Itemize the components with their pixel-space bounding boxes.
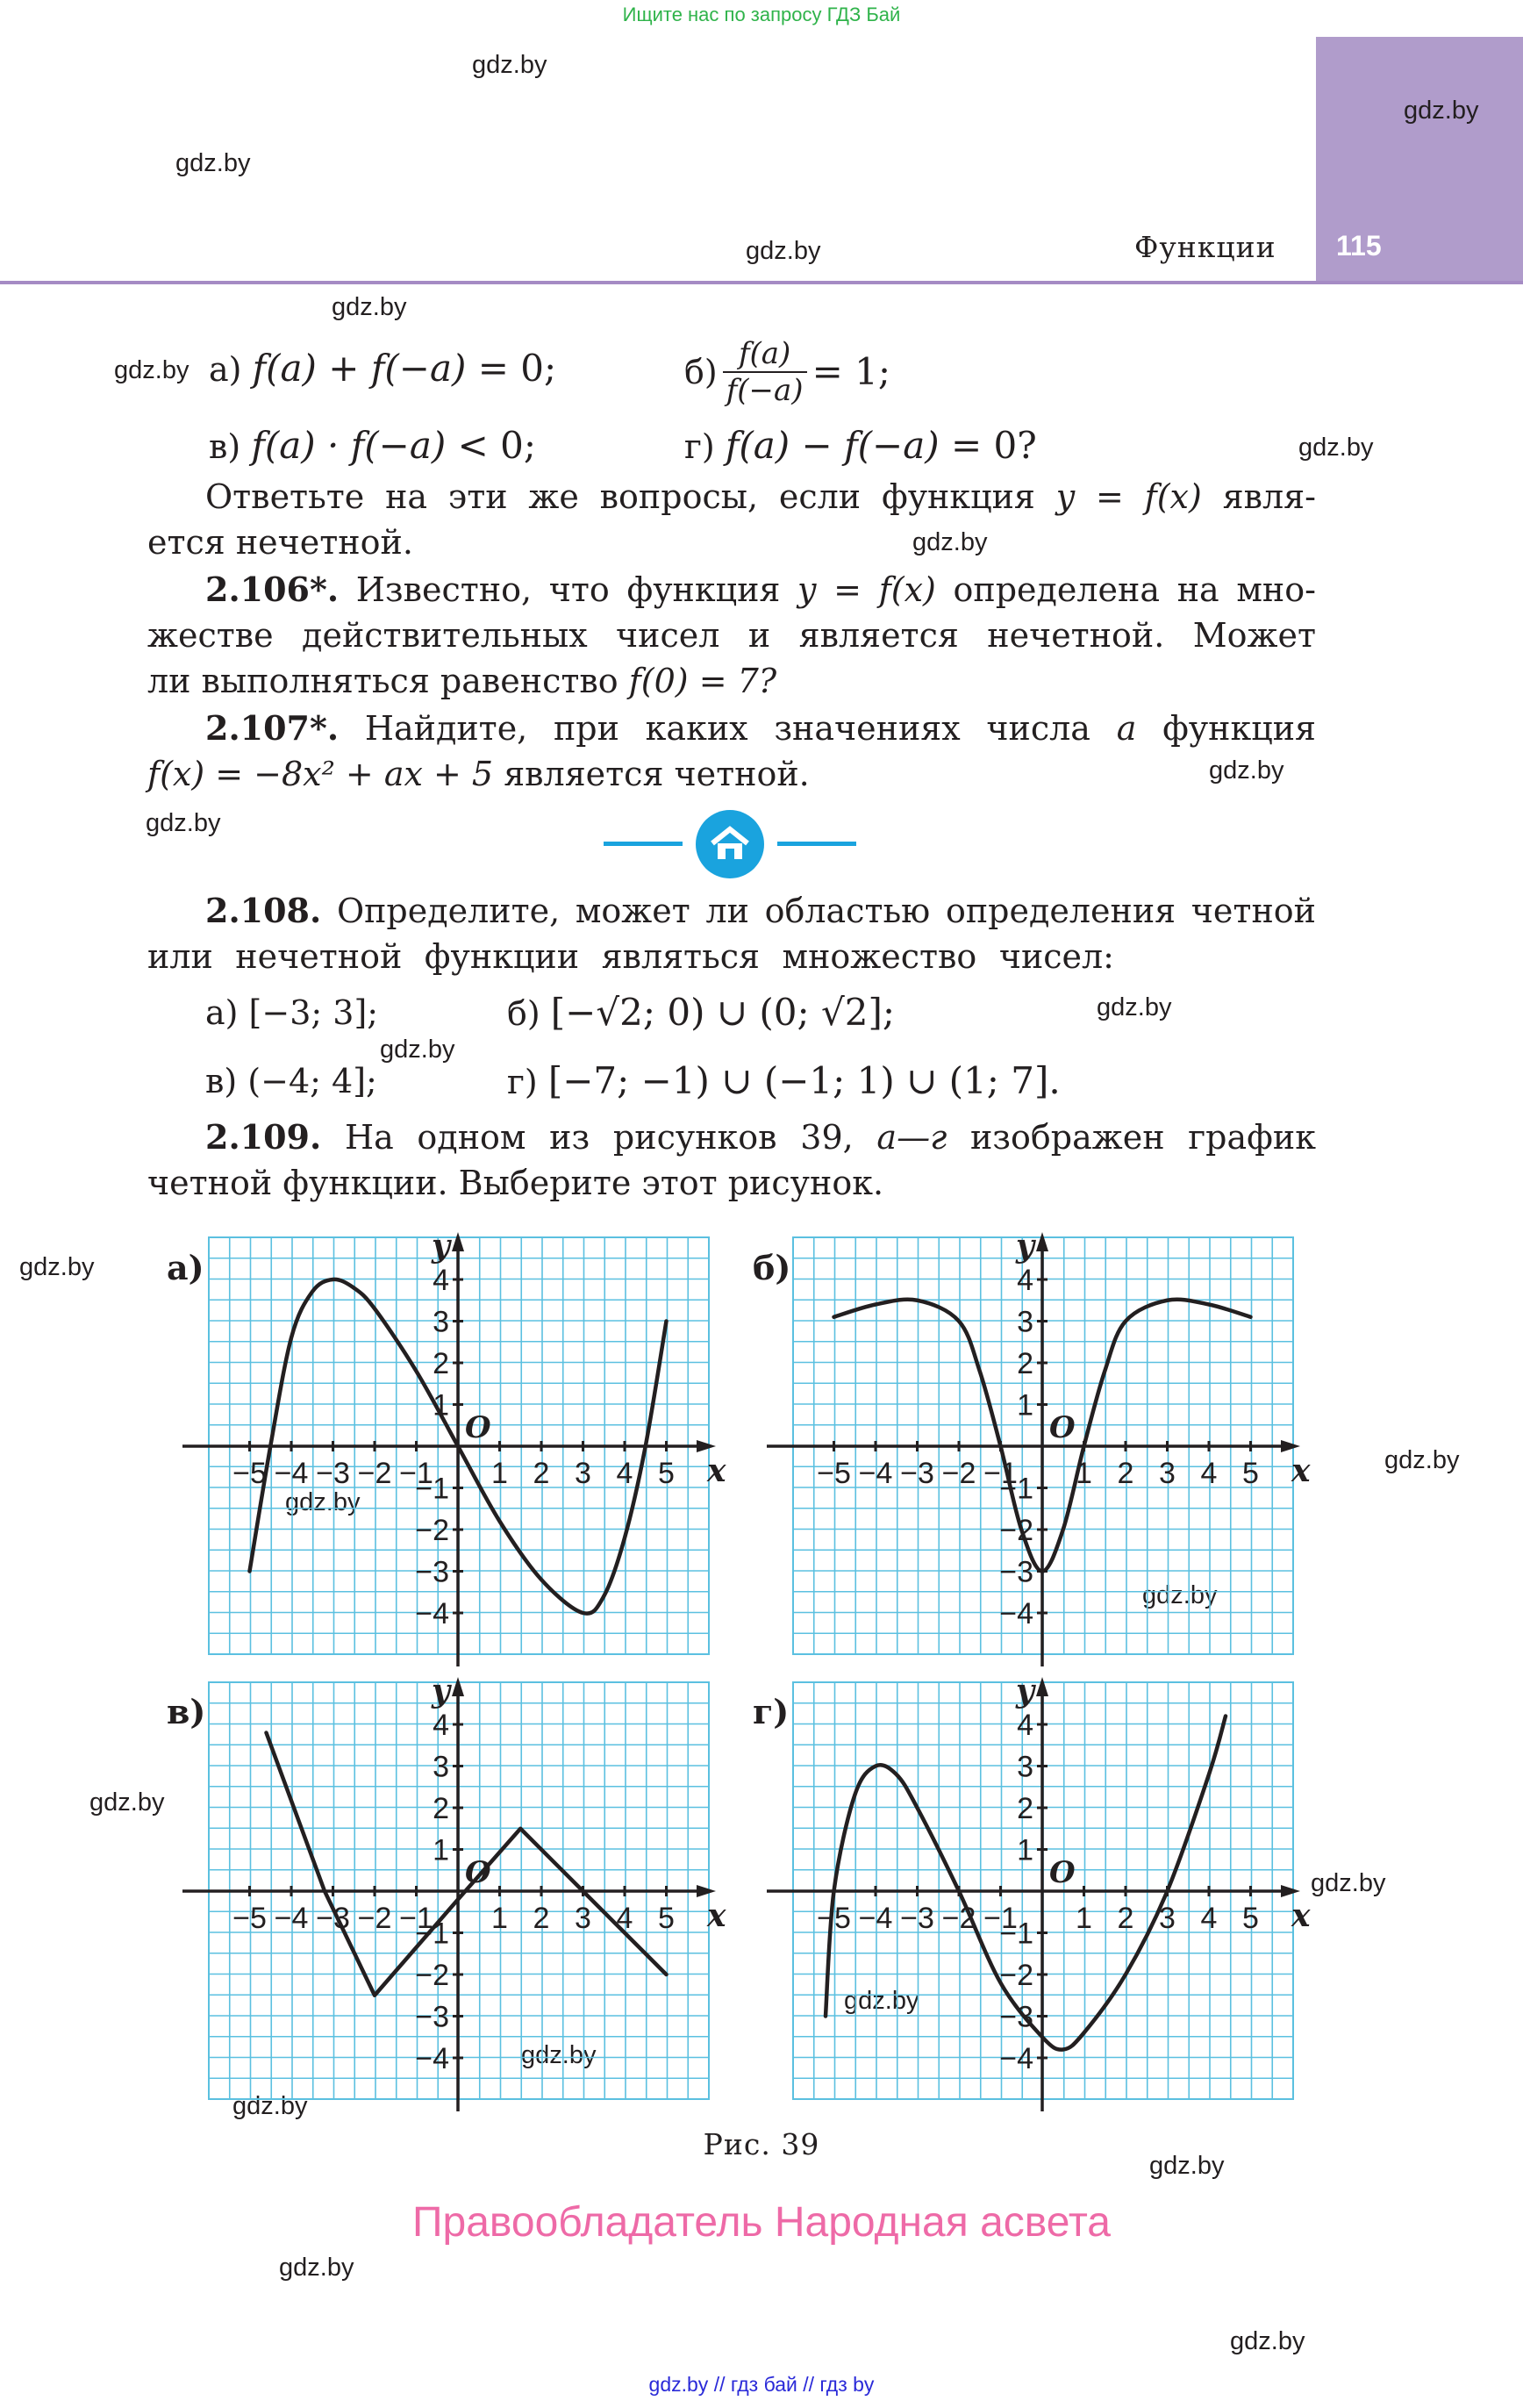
item-b: б) $\frac{f(a)}{f(-a)}$ = 1; (684, 336, 890, 408)
item-g: г) f(a) − f(−a) = 0? (684, 424, 1037, 467)
watermark: gdz.by (114, 356, 189, 384)
figure-caption: Рис. 39 (703, 2127, 820, 2161)
watermark: gdz.by (1404, 97, 1479, 125)
origin-label: O (1049, 1410, 1076, 1445)
x-tick-label: 4 (616, 1902, 633, 1935)
x-tick-label: −1 (983, 1902, 1018, 1935)
paragraph: жестве действительных чисел и является нечетной. Может (147, 616, 1316, 655)
paragraph: ется нечетной. (147, 523, 413, 562)
y-tick-label: −4 (999, 2042, 1033, 2075)
option-a: а) [−3; 3]; (205, 993, 379, 1032)
x-tick-label: −1 (399, 1902, 433, 1935)
y-tick-label: −2 (999, 1514, 1033, 1547)
watermark: gdz.by (1097, 993, 1172, 1021)
y-tick-label: 4 (1017, 1709, 1033, 1742)
x-axis-label: x (707, 1452, 726, 1489)
watermark: gdz.by (1230, 2327, 1305, 2355)
y-tick-label: −4 (999, 1597, 1033, 1630)
y-axis-arrow (1036, 1677, 1048, 1696)
watermark: gdz.by (472, 51, 547, 79)
option-b: б) [−√2; 0) ∪ (0; √2]; (507, 991, 895, 1034)
x-tick-label: −5 (232, 1457, 267, 1490)
y-axis-arrow (452, 1677, 464, 1696)
paragraph: или нечетной функции являться множество чисел: (147, 937, 1114, 976)
top-banner[interactable]: Ищите нас по запросу ГДЗ Бай (622, 4, 901, 25)
header-rule (0, 281, 1523, 284)
y-tick-label: −3 (415, 1555, 449, 1589)
y-tick-label: −3 (999, 1555, 1033, 1589)
x-axis-label: x (1291, 1452, 1311, 1489)
panel-label: г) (753, 1692, 790, 1731)
paragraph: ли выполняться равенство f(0) = 7? (147, 662, 777, 700)
y-tick-label: 4 (433, 1709, 449, 1742)
watermark: gdz.by (19, 1253, 95, 1281)
y-tick-label: −2 (415, 1959, 449, 1992)
publisher-note: Правообладатель Народная асвета (412, 2199, 1111, 2246)
divider-left (604, 842, 683, 846)
divider-right (777, 842, 856, 846)
watermark: gdz.by (1384, 1446, 1460, 1474)
watermark: gdz.by (1149, 2152, 1225, 2180)
option-v: в) (−4; 4]; (205, 1062, 377, 1100)
y-tick-label: 3 (1017, 1750, 1033, 1784)
x-tick-label: 4 (1200, 1457, 1218, 1490)
y-axis-label: y (432, 1228, 450, 1265)
paragraph: Ответьте на эти же вопросы, если функция y = f(x) явля- (205, 477, 1316, 516)
section-title: Функции (1134, 230, 1276, 264)
page-number: 115 (1336, 230, 1382, 262)
x-tick-label: −3 (900, 1902, 934, 1935)
watermark: gdz.by (1311, 1869, 1386, 1897)
x-tick-label: 5 (1242, 1902, 1259, 1935)
y-tick-label: 3 (433, 1750, 449, 1784)
x-tick-label: 5 (1242, 1457, 1259, 1490)
x-tick-label: −4 (274, 1902, 309, 1935)
y-tick-label: −1 (415, 1472, 449, 1506)
panel-label: б) (753, 1248, 791, 1287)
y-tick-label: 1 (433, 1388, 449, 1423)
panel-label: в) (167, 1692, 206, 1731)
x-tick-label: −1 (399, 1457, 433, 1490)
x-tick-label: −2 (357, 1902, 392, 1935)
figure-39 (0, 1211, 1523, 2124)
y-tick-label: −1 (999, 1472, 1033, 1506)
x-tick-label: 3 (1159, 1902, 1176, 1935)
x-axis-arrow (1281, 1440, 1300, 1452)
x-tick-label: 4 (1200, 1902, 1218, 1935)
watermark: gdz.by (380, 1036, 455, 1064)
origin-label: O (465, 1410, 491, 1445)
y-tick-label: 1 (433, 1833, 449, 1867)
option-g: г) [−7; −1) ∪ (−1; 1) ∪ (1; 7]. (507, 1059, 1061, 1102)
y-axis-arrow (1036, 1232, 1048, 1251)
watermark: gdz.by (279, 2254, 354, 2282)
y-tick-label: 2 (1017, 1347, 1033, 1380)
x-tick-label: 5 (658, 1902, 675, 1935)
house-icon (696, 810, 764, 878)
exercise-2-106: 2.106*. Известно, что функция y = f(x) определена на мно- (205, 570, 1316, 609)
x-tick-label: 5 (658, 1457, 675, 1490)
y-tick-label: 4 (1017, 1264, 1033, 1297)
x-tick-label: 4 (616, 1457, 633, 1490)
x-tick-label: −4 (274, 1457, 309, 1490)
x-tick-label: 2 (1117, 1902, 1134, 1935)
y-tick-label: −3 (415, 2000, 449, 2034)
y-tick-label: 1 (1017, 1388, 1033, 1423)
x-tick-label: 3 (1159, 1457, 1176, 1490)
watermark: gdz.by (1142, 1581, 1218, 1609)
fraction: $\frac{f(a)}{f(-a)}$ (723, 336, 807, 408)
y-tick-label: −2 (415, 1514, 449, 1547)
origin-label: O (465, 1855, 491, 1890)
item-a: а) f(a) + f(−a) = 0; (209, 347, 557, 390)
exercise-2-108: 2.108. Определите, может ли областью определения четной (205, 891, 1316, 930)
paragraph: четной функции. Выберите этот рисунок. (147, 1164, 884, 1202)
watermark: gdz.by (746, 237, 821, 265)
y-axis-arrow (452, 1232, 464, 1251)
watermark: gdz.by (232, 2092, 308, 2120)
y-tick-label: −4 (415, 1597, 449, 1630)
y-tick-label: −1 (415, 1917, 449, 1951)
x-tick-label: 2 (533, 1457, 550, 1490)
y-tick-label: 2 (433, 1792, 449, 1825)
y-tick-label: −4 (415, 2042, 449, 2075)
x-tick-label: 3 (575, 1902, 591, 1935)
y-tick-label: 3 (1017, 1305, 1033, 1339)
watermark: gdz.by (912, 528, 988, 556)
x-tick-label: 3 (575, 1457, 591, 1490)
x-tick-label: −1 (983, 1457, 1018, 1490)
x-tick-label: 2 (533, 1902, 550, 1935)
x-tick-label: −5 (232, 1902, 267, 1935)
y-axis-label: y (1016, 1228, 1034, 1265)
x-tick-label: −5 (817, 1902, 851, 1935)
watermark: gdz.by (1298, 434, 1374, 462)
x-axis-label: x (707, 1897, 726, 1934)
x-tick-label: 1 (1076, 1457, 1092, 1490)
y-tick-label: 2 (1017, 1792, 1033, 1825)
y-tick-label: −1 (999, 1917, 1033, 1951)
y-axis-label: y (432, 1673, 450, 1709)
watermark: gdz.by (332, 293, 407, 321)
x-axis-label: x (1291, 1897, 1311, 1934)
exercise-2-109: 2.109. На одном из рисунков 39, а—г изображен график (205, 1117, 1316, 1157)
x-axis-arrow (697, 1885, 716, 1897)
x-tick-label: −4 (858, 1902, 893, 1935)
y-tick-label: −3 (999, 2000, 1033, 2034)
x-tick-label: −3 (900, 1457, 934, 1490)
y-tick-label: 2 (433, 1347, 449, 1380)
x-tick-label: −2 (941, 1457, 976, 1490)
footer-links[interactable]: gdz.by // гдз бай // гдз by (648, 2373, 875, 2396)
x-tick-label: −3 (316, 1902, 350, 1935)
watermark: gdz.by (844, 1987, 919, 2015)
watermark: gdz.by (1209, 756, 1284, 785)
watermark: gdz.by (521, 2041, 597, 2069)
watermark: gdz.by (175, 149, 251, 177)
x-tick-label: −3 (316, 1457, 350, 1490)
x-tick-label: −5 (817, 1457, 851, 1490)
x-tick-label: −4 (858, 1457, 893, 1490)
watermark: gdz.by (285, 1488, 361, 1516)
item-v: в) f(a) · f(−a) < 0; (209, 424, 537, 467)
x-axis-arrow (697, 1440, 716, 1452)
x-tick-label: −2 (357, 1457, 392, 1490)
y-tick-label: 4 (433, 1264, 449, 1297)
y-tick-label: 1 (1017, 1833, 1033, 1867)
origin-label: O (1049, 1855, 1076, 1890)
panel-label: а) (167, 1248, 204, 1287)
x-tick-label: 1 (1076, 1902, 1092, 1935)
x-tick-label: 1 (491, 1902, 508, 1935)
x-tick-label: 1 (491, 1457, 508, 1490)
watermark: gdz.by (146, 809, 221, 837)
x-tick-label: −2 (941, 1902, 976, 1935)
x-tick-label: 2 (1117, 1457, 1134, 1490)
x-axis-arrow (1281, 1885, 1300, 1897)
exercise-2-107: 2.107*. Найдите, при каких значениях числа a функция (205, 708, 1316, 748)
y-tick-label: −2 (999, 1959, 1033, 1992)
paragraph: f(x) = −8x² + ax + 5 является четной. (147, 755, 810, 793)
y-tick-label: 3 (433, 1305, 449, 1339)
y-axis-label: y (1016, 1673, 1034, 1709)
watermark: gdz.by (89, 1788, 165, 1817)
